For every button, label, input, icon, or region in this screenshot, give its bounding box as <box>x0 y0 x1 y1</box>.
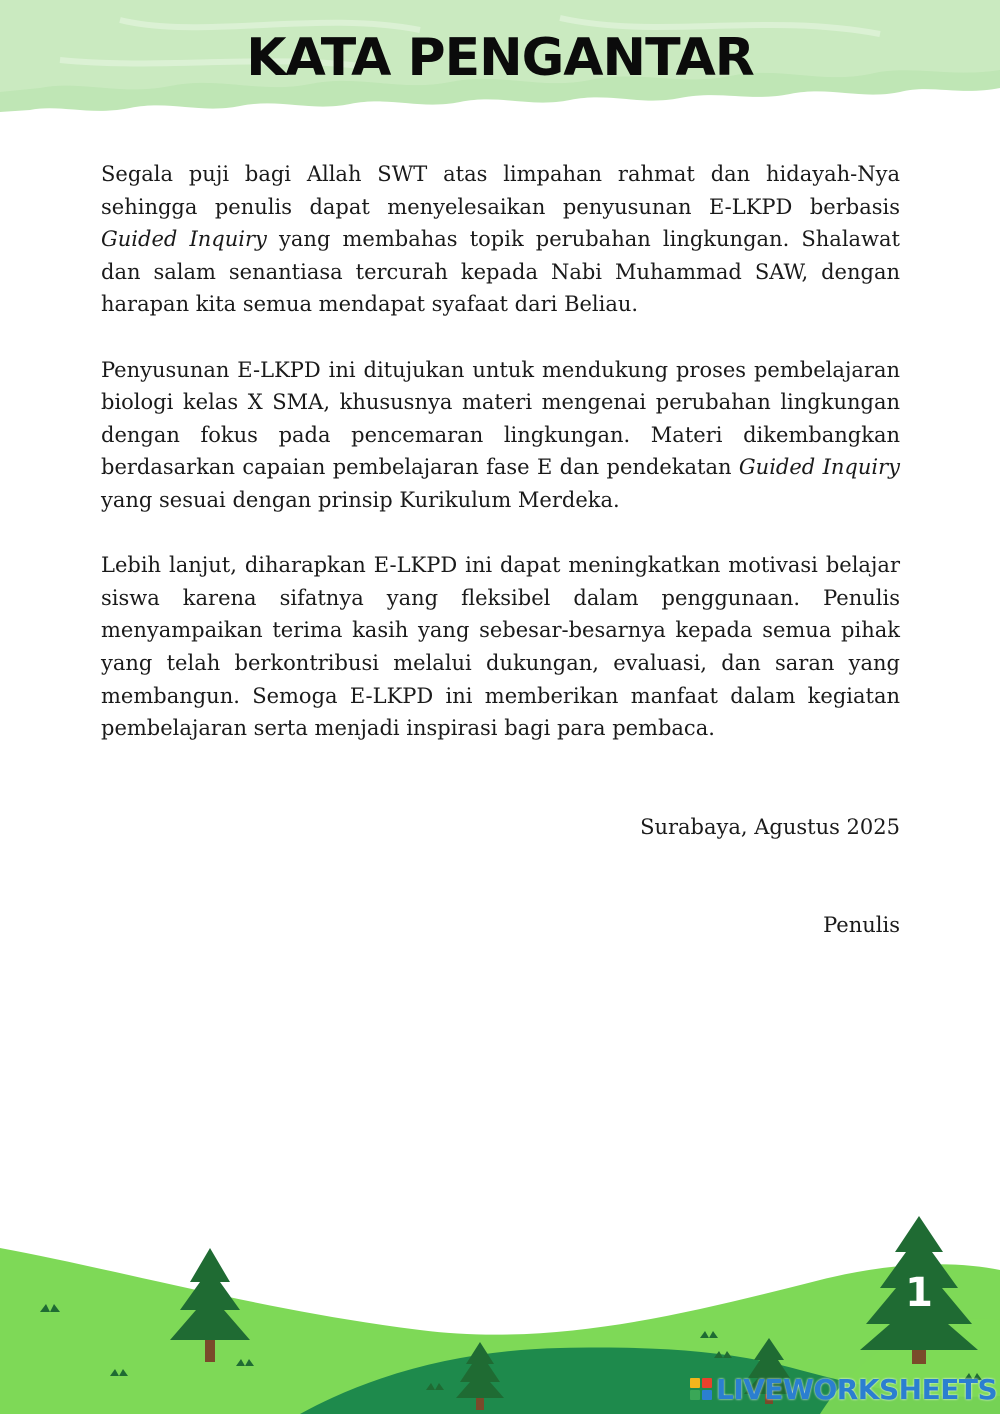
place-date: Surabaya, Agustus 2025 <box>640 815 900 839</box>
liveworksheets-watermark <box>690 1372 997 1406</box>
paragraph-2 <box>101 354 900 517</box>
paragraph-1-italic: Guided Inquiry <box>101 227 267 252</box>
paragraph-1-text-a: Segala puji bagi Allah SWT atas limpahan rahmat dan hidayah-Nya sehingga penulis dapat menyelesaikan penyusunan E-LKPD berbasis <box>101 162 900 219</box>
page-number: 1 <box>905 1270 933 1316</box>
paragraph-3: Lebih lanjut, diharapkan E-LKPD ini dapat meningkatkan motivasi belajar siswa karena sifatnya yang fleksibel dalam penggunaan. Penulis menyampaikan terima kasih yang sebesar-besarnya kepada semua pihak yang telah berkontribusi melalui dukungan, evaluasi, dan saran yang membangun. Semoga E-LKPD ini memberikan manfaat dalam kegiatan pembelajaran serta menjadi inspirasi bagi para pembaca. <box>101 553 900 741</box>
paragraph-2-text-b: yang sesuai dengan prinsip Kurikulum Merdeka. <box>101 487 620 512</box>
paragraph-1-text-b: yang membahas topik perubahan lingkungan. Shalawat dan salam senantiasa tercurah kepada Nabi Muhammad SAW, dengan harapan kita semua mendapat syafaat dari Beliau. <box>101 227 900 317</box>
author-signature: Penulis <box>823 913 900 937</box>
paragraph-2-text-a: Penyusunan E-LKPD ini ditujukan untuk mendukung proses pembelajaran biologi kelas X SMA, khususnya materi mengenai perubahan lingkungan dengan fokus pada pencemaran lingkungan. Materi dikembangkan berdasarkan capaian pembelajaran fase E dan pendekatan <box>101 357 900 480</box>
brand-name: LIVEWORKSHEETS <box>716 1372 998 1406</box>
liveworksheets-logo-icon <box>690 1378 712 1400</box>
page-title: KATA PENGANTAR <box>246 28 754 88</box>
paragraph-1 <box>101 158 900 321</box>
paragraph-2-italic: Guided Inquiry <box>738 455 900 480</box>
body-text <box>101 158 900 777</box>
